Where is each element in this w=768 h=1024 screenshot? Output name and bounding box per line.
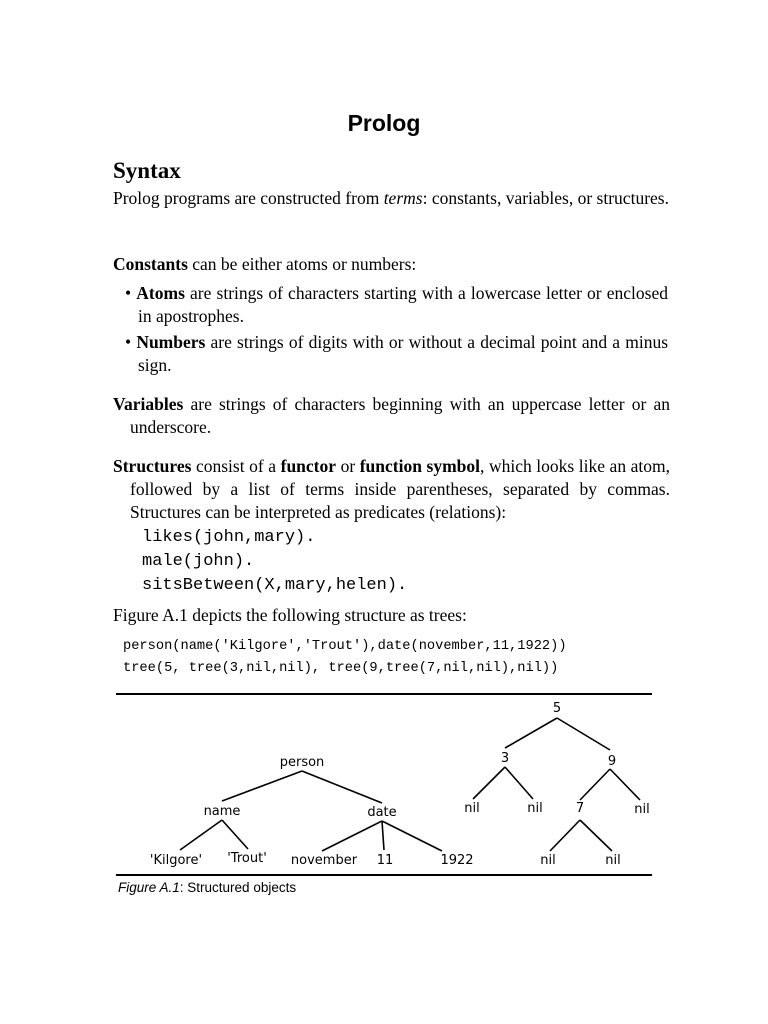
node-9: 9 <box>607 754 617 769</box>
edge <box>610 769 640 800</box>
node-7: 7 <box>575 801 585 816</box>
edge <box>180 820 222 850</box>
node-date: date <box>367 805 397 820</box>
node-nil: nil <box>605 853 621 868</box>
edge <box>505 767 533 799</box>
edge <box>322 821 382 851</box>
numbers-text: are strings of digits with or without a decimal point and a minus sign. <box>138 332 669 375</box>
edge <box>550 820 580 851</box>
edge <box>222 771 302 801</box>
section-heading: Syntax <box>113 158 181 183</box>
node-nil: nil <box>464 801 480 816</box>
edge <box>382 821 442 851</box>
figure-intro: Figure A.1 depicts the following structure as trees: <box>113 605 467 625</box>
structures-text-2: or <box>336 456 360 476</box>
intro-text-before: Prolog programs are constructed from <box>113 188 384 208</box>
edge <box>580 820 612 851</box>
node-name: name <box>203 804 241 819</box>
node-5: 5 <box>552 701 562 716</box>
edge <box>557 718 610 750</box>
edge <box>505 718 557 748</box>
function-symbol-term: function symbol <box>359 456 481 476</box>
figure-code-line: tree(5, tree(3,nil,nil), tree(9,tree(7,nil,nil),nil)) <box>123 661 559 676</box>
constants-label: Constants <box>113 254 188 274</box>
atoms-text: are strings of characters starting with a lowercase letter or enclosed in apostrophes. <box>138 283 668 326</box>
code-line: sitsBetween(X,mary,helen). <box>142 576 408 595</box>
structures-label: Structures <box>113 456 192 476</box>
variables-text: are strings of characters beginning with an uppercase letter or an underscore. <box>130 394 670 437</box>
node-kilgore: 'Kilgore' <box>149 853 203 868</box>
variables-label: Variables <box>113 394 184 414</box>
node-11: 11 <box>376 853 394 868</box>
numbers-label: Numbers <box>136 332 206 352</box>
edge <box>382 821 384 850</box>
node-nil: nil <box>527 801 543 816</box>
edge <box>580 769 610 800</box>
page-title: Prolog <box>347 110 421 136</box>
tree-edges <box>180 718 640 851</box>
node-1922: 1922 <box>440 853 474 868</box>
functor-term: functor <box>280 456 337 476</box>
code-line: male(john). <box>142 552 255 571</box>
constants-text: can be either atoms or numbers: <box>187 254 417 274</box>
structures-text-1: consist of a <box>191 456 281 476</box>
bullet-mark: • <box>125 332 132 352</box>
edge <box>473 767 505 799</box>
code-line: likes(john,mary). <box>142 528 316 547</box>
figure-bottom-rule <box>116 874 652 876</box>
node-trout: 'Trout' <box>227 851 267 866</box>
node-nil: nil <box>634 802 650 817</box>
edge <box>302 771 382 803</box>
atoms-label: Atoms <box>136 283 185 303</box>
tree-labels <box>150 701 650 868</box>
structures-text-3: , which looks like an atom, followed by a list of terms inside parentheses, separated by commas. Structures can be interpreted as predicates (relations): <box>130 456 670 522</box>
caption-text: : Structured objects <box>179 880 297 895</box>
figure-code-line: person(name('Kilgore','Trout'),date(november,11,1922)) <box>123 639 567 654</box>
intro-term: terms <box>383 188 423 208</box>
edge <box>222 820 248 849</box>
node-person: person <box>279 755 325 770</box>
intro-text-after: : constants, variables, or structures. <box>422 188 669 208</box>
bullet-mark: • <box>125 283 132 303</box>
node-november: november <box>290 853 358 868</box>
figure-caption <box>118 880 296 895</box>
node-nil: nil <box>540 853 556 868</box>
caption-label: Figure A.1 <box>118 880 180 895</box>
node-3: 3 <box>500 751 510 766</box>
